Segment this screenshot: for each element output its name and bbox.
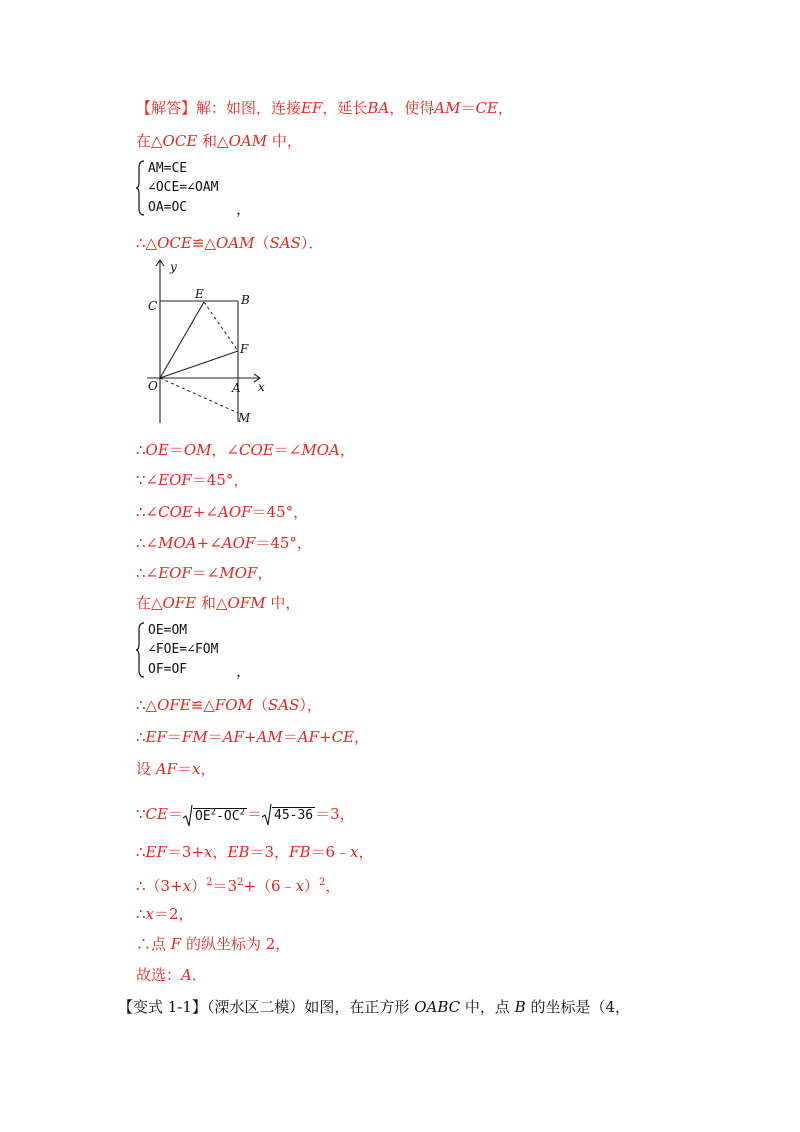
triangle-intro-line-2: [136, 593, 300, 613]
text: AF: [155, 760, 178, 778]
congruence-line-1: [136, 233, 323, 253]
text: FM: [181, 728, 208, 746]
equal-line-1: [136, 440, 355, 460]
segment-EF: [204, 302, 238, 351]
text: CE: [475, 99, 498, 117]
angle-line-4: [136, 563, 272, 583]
text: ＝3，: [249, 843, 290, 861]
variant-problem-line: [118, 996, 630, 1017]
text: SAS: [269, 234, 301, 252]
text: COE: [158, 503, 193, 521]
solution-heading-line: [136, 98, 513, 118]
angle-line-3: [136, 533, 312, 553]
text: SAS: [267, 696, 300, 714]
x-value-line: [136, 904, 194, 924]
left-brace-icon: [136, 622, 146, 678]
system-row: OA=OC: [148, 200, 188, 215]
text: ∵: [136, 805, 146, 824]
text: 【解答】解：如图，连接: [136, 99, 302, 117]
text: MOA: [301, 441, 340, 459]
text: 的坐标是（4，: [525, 998, 631, 1016]
text: 故选：: [136, 966, 182, 984]
text: OAM: [228, 132, 268, 150]
text: OAM: [215, 234, 255, 252]
label-B: B: [241, 293, 250, 307]
text: 中，: [267, 132, 302, 150]
text: ∴∠: [136, 534, 159, 552]
text: ，: [212, 843, 228, 861]
equation-system-1: [136, 160, 276, 218]
sqrt-line: [136, 800, 355, 830]
label-x: x: [258, 380, 265, 394]
text: x: [192, 760, 201, 778]
text: OABC: [414, 998, 461, 1016]
text: x: [295, 877, 305, 895]
radicand-1: [193, 808, 247, 824]
text: FB: [289, 843, 311, 861]
text: ≌△: [191, 234, 216, 252]
text: ∴∠: [136, 564, 159, 582]
text: OFE: [157, 696, 191, 714]
pythagoras-line: [136, 873, 340, 896]
sqrt-icon: [183, 804, 193, 828]
left-brace-icon: [136, 160, 146, 216]
text: EF: [145, 843, 167, 861]
text: ＝: [282, 728, 298, 746]
text: 2: [239, 808, 245, 818]
text: MOF: [219, 564, 258, 582]
text: ∴△: [136, 696, 158, 714]
text: 2: [319, 877, 326, 888]
text: ，: [497, 99, 513, 117]
text: 2: [210, 808, 217, 818]
text: EOF: [158, 471, 192, 489]
text: ＝3，: [315, 805, 355, 824]
text: ．: [191, 966, 207, 984]
text: x: [204, 843, 213, 861]
let-line: [136, 759, 216, 779]
text: ＝: [207, 728, 223, 746]
text: ＝: [460, 99, 476, 117]
label-E: E: [195, 287, 204, 301]
congruence-line-2: [136, 695, 322, 715]
text: ∵∠: [136, 471, 159, 489]
geometry-figure: [142, 258, 282, 428]
text: ≌△: [190, 696, 215, 714]
text: CE: [145, 805, 168, 824]
text: ∴: [136, 728, 146, 746]
text: OFE: [162, 594, 197, 612]
text: AM: [434, 99, 461, 117]
text: 设: [136, 760, 156, 778]
radical-2: [262, 801, 315, 829]
text: ∴: [136, 843, 146, 861]
text: x: [182, 877, 192, 895]
text: +∠: [192, 503, 218, 521]
text: ）: [191, 877, 207, 895]
text: ，延长: [322, 99, 368, 117]
text: 中，: [265, 594, 301, 612]
text: （: [252, 696, 268, 714]
system-row: ∠OCE=∠OAM: [148, 180, 219, 195]
text: x: [350, 843, 359, 861]
text: 和△: [196, 594, 228, 612]
text: +: [319, 728, 332, 746]
answer-line: [136, 965, 207, 985]
text: OE: [145, 441, 169, 459]
text: ＝6﹣: [310, 843, 351, 861]
text: EF: [145, 728, 167, 746]
text: -OC: [216, 809, 240, 825]
conclusion-line: [136, 934, 290, 954]
text: ，∠: [211, 441, 240, 459]
label-M: M: [238, 411, 251, 425]
text: x: [145, 905, 155, 923]
angle-line-1: [136, 470, 248, 490]
text: ）: [304, 877, 320, 895]
label-C: C: [148, 299, 158, 313]
text: EF: [301, 99, 323, 117]
text: ＝: [177, 760, 193, 778]
text: 在△: [136, 594, 163, 612]
text: AF: [297, 728, 320, 746]
text: ＝45°，: [191, 471, 249, 489]
segment-OE: [160, 302, 204, 378]
text: 的纵坐标为 2，: [181, 935, 291, 953]
segment-OF: [160, 351, 238, 378]
text: ＝45°，: [251, 503, 309, 521]
text: ，: [257, 564, 273, 582]
text: OE: [195, 809, 211, 825]
text: （: [254, 234, 270, 252]
text: 中，点: [460, 998, 515, 1016]
label-A: A: [232, 381, 241, 395]
text: 2: [237, 877, 244, 888]
text: ∴△: [136, 234, 158, 252]
radical-1: [183, 800, 247, 830]
system-comma: ，: [236, 200, 252, 218]
radicand-2: 45-36: [274, 808, 314, 824]
text: ，: [339, 441, 355, 459]
text: ＝: [166, 728, 182, 746]
equation-system-2: [136, 622, 276, 680]
text: OFM: [227, 594, 266, 612]
text: 和△: [197, 132, 229, 150]
equal-line-2: [136, 727, 369, 747]
text: +∠: [196, 534, 222, 552]
system-row: OE=OM: [148, 623, 188, 638]
text: 2: [206, 877, 213, 888]
text: OCE: [157, 234, 192, 252]
text: OCE: [162, 132, 198, 150]
text: AM: [256, 728, 283, 746]
system-row: ∠FOE=∠FOM: [148, 642, 219, 657]
text: COE: [239, 441, 274, 459]
text: ，: [200, 760, 216, 778]
text: ＝∠: [191, 564, 220, 582]
text: ，: [358, 843, 374, 861]
system-comma: ，: [236, 662, 252, 680]
segment-OM: [160, 378, 238, 413]
label-y: y: [170, 260, 177, 274]
text: ＝: [167, 805, 183, 824]
text: OM: [183, 441, 212, 459]
text: ∴: [136, 905, 146, 923]
length-line: [136, 842, 374, 862]
sqrt-icon: [262, 803, 272, 827]
text: ∴: [136, 441, 146, 459]
angle-line-2: [136, 502, 308, 522]
text: ，使得: [389, 99, 435, 117]
text: F: [170, 935, 182, 953]
system-row: AM=CE: [148, 161, 188, 176]
text: AF: [222, 728, 244, 746]
text: ＝: [246, 805, 262, 824]
text: ）．: [300, 234, 324, 252]
text: CE: [331, 728, 355, 746]
label-F: F: [240, 342, 249, 356]
text: ＝45°，: [255, 534, 312, 552]
text: +: [243, 728, 257, 746]
text: ＝∠: [273, 441, 302, 459]
system-row: OF=OF: [148, 662, 188, 677]
text: AOF: [221, 534, 256, 552]
text: BA: [367, 99, 390, 117]
text: ＝: [168, 441, 184, 459]
text: EOF: [158, 564, 192, 582]
text: ＝3+: [166, 843, 205, 861]
text: 【变式 1-1】（溧水区二模）如图，在正方形: [118, 998, 415, 1016]
text: ∴点: [136, 935, 171, 953]
label-O: O: [148, 379, 158, 393]
text: B: [514, 998, 526, 1016]
text: EB: [227, 843, 250, 861]
text: ＝3: [212, 877, 238, 895]
text: +（6﹣: [243, 877, 296, 895]
text: ，: [325, 877, 341, 895]
text: 在△: [136, 132, 163, 150]
text: A: [181, 966, 192, 984]
text: ，: [354, 728, 370, 746]
triangle-intro-line-1: [136, 131, 302, 151]
text: FOM: [214, 696, 253, 714]
text: ＝2，: [154, 905, 194, 923]
text: AOF: [218, 503, 252, 521]
text: ∴∠: [136, 503, 159, 521]
text: MOA: [158, 534, 197, 552]
text: ∴（3+: [136, 877, 183, 895]
text: ），: [299, 696, 322, 714]
